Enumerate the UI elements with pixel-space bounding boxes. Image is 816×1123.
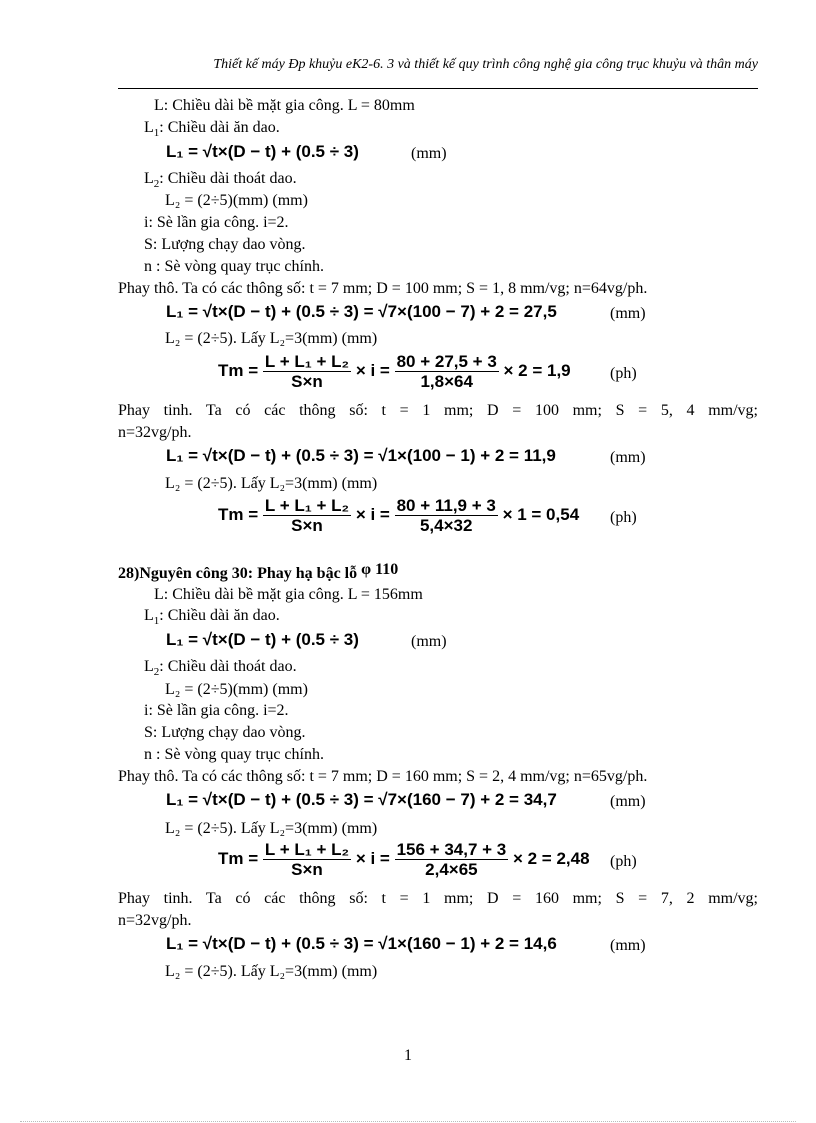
passes-definition: i: Sè lần gia công. i=2. [144,702,289,719]
feed-definition: S: Lượng chạy dao vòng. [144,236,306,253]
fine-l2-formula: L₂ = (2÷5). Lấy L₂=3(mm) (mm) [165,963,378,980]
rough-l2-formula: L₂ = (2÷5). Lấy L₂=3(mm) (mm) [165,820,378,837]
fine-milling-params: Phay tinh. Ta có các thông số: t = 1 mm; D = 100 mm; S = 5, 4 mm/vg; [118,402,758,419]
page-number: 1 [404,1047,412,1064]
rough-time-formula: Tm = $\frac{\text{L + L₁ + L₂}}{S\times n}$ × i = $\frac{156 + 34,7 + 3}{2,4\times 65}$ × 2 = 2,48 [218,840,590,879]
fine-milling-params: Phay tinh. Ta có các thông số: t = 1 mm; D = 160 mm; S = 7, 2 mm/vg; [118,890,758,907]
unit-mm: (mm) [610,305,646,322]
l2-definition: $L_2$: Chiều dài thoát dao. [144,658,297,679]
fine-l2-formula: L₂ = (2÷5). Lấy L₂=3(mm) (mm) [165,475,378,492]
spindle-definition: n : Sè vòng quay trục chính. [144,746,324,763]
feed-definition: S: Lượng chạy dao vòng. [144,724,306,741]
length-definition: L: Chiều dài bề mặt gia công. L = 80mm [154,97,415,114]
fine-milling-speed: n=32vg/ph. [118,912,192,929]
rough-l1-formula: L₁ = √t×(D − t) + (0.5 ÷ 3) = √7×(160 − 7) + 2 = 34,7 [166,790,557,809]
unit-ph: (ph) [610,853,637,870]
l2-definition: $L_2$: Chiều dài thoát dao. [144,170,297,191]
unit-mm: (mm) [610,793,646,810]
unit-mm: (mm) [610,937,646,954]
l1-definition: $L_1$: Chiều dài ăn dao. [144,607,280,628]
spindle-definition: n : Sè vòng quay trục chính. [144,258,324,275]
running-header: Thiết kế máy Đp khuỷu eK2-6. 3 và thiết kế quy trình công nghệ gia công trục khuỷu và thân máy [213,57,758,72]
l2-range: L₂ = (2÷5)(mm) (mm) [165,681,308,698]
rough-milling-params: Phay thô. Ta có các thông số: t = 7 mm; D = 160 mm; S = 2, 4 mm/vg; n=65vg/ph. [118,768,648,785]
l1-definition: $L_1$: Chiều dài ăn dao. [144,119,280,140]
header-rule [118,88,758,89]
passes-definition: i: Sè lần gia công. i=2. [144,214,289,231]
rough-milling-params: Phay thô. Ta có các thông số: t = 7 mm; D = 100 mm; S = 1, 8 mm/vg; n=64vg/ph. [118,280,648,297]
l2-range: L₂ = (2÷5)(mm) (mm) [165,192,308,209]
fine-milling-speed: n=32vg/ph. [118,424,192,441]
rough-l1-formula: L₁ = √t×(D − t) + (0.5 ÷ 3) = √7×(100 − 7) + 2 = 27,5 [166,302,557,321]
fine-time-formula: Tm = $\frac{\text{L + L₁ + L₂}}{S\times n}$ × i = $\frac{80 + 11,9 + 3}{5,4\times 32}$ × 1 = 0,54 [218,496,580,535]
rough-time-formula: Tm = $\frac{\text{L + L₁ + L₂}}{S\times n}$ × i = $\frac{80 + 27,5 + 3}{1,8\times 64}$ × 2 = 1,9 [218,352,571,391]
l1-formula: L₁ = √t×(D − t) + (0.5 ÷ 3) [166,630,359,649]
rough-l2-formula: L₂ = (2÷5). Lấy L₂=3(mm) (mm) [165,330,378,347]
diameter-label: φ 110 [361,561,399,578]
unit-mm: (mm) [610,449,646,466]
length-definition: L: Chiều dài bề mặt gia công. L = 156mm [154,586,423,603]
page-bottom-rule [20,1121,796,1122]
unit-ph: (ph) [610,365,637,382]
fine-l1-formula: L₁ = √t×(D − t) + (0.5 ÷ 3) = √1×(160 − 1) + 2 = 14,6 [166,934,557,953]
unit-mm: (mm) [411,145,447,162]
section-title: 28)Nguyên công 30: Phay hạ bậc lỗ φ 110 [118,561,399,582]
l1-formula: L₁ = √t×(D − t) + (0.5 ÷ 3) [166,142,359,161]
fine-l1-formula: L₁ = √t×(D − t) + (0.5 ÷ 3) = √1×(100 − 1) + 2 = 11,9 [166,446,556,465]
unit-mm: (mm) [411,633,447,650]
unit-ph: (ph) [610,509,637,526]
